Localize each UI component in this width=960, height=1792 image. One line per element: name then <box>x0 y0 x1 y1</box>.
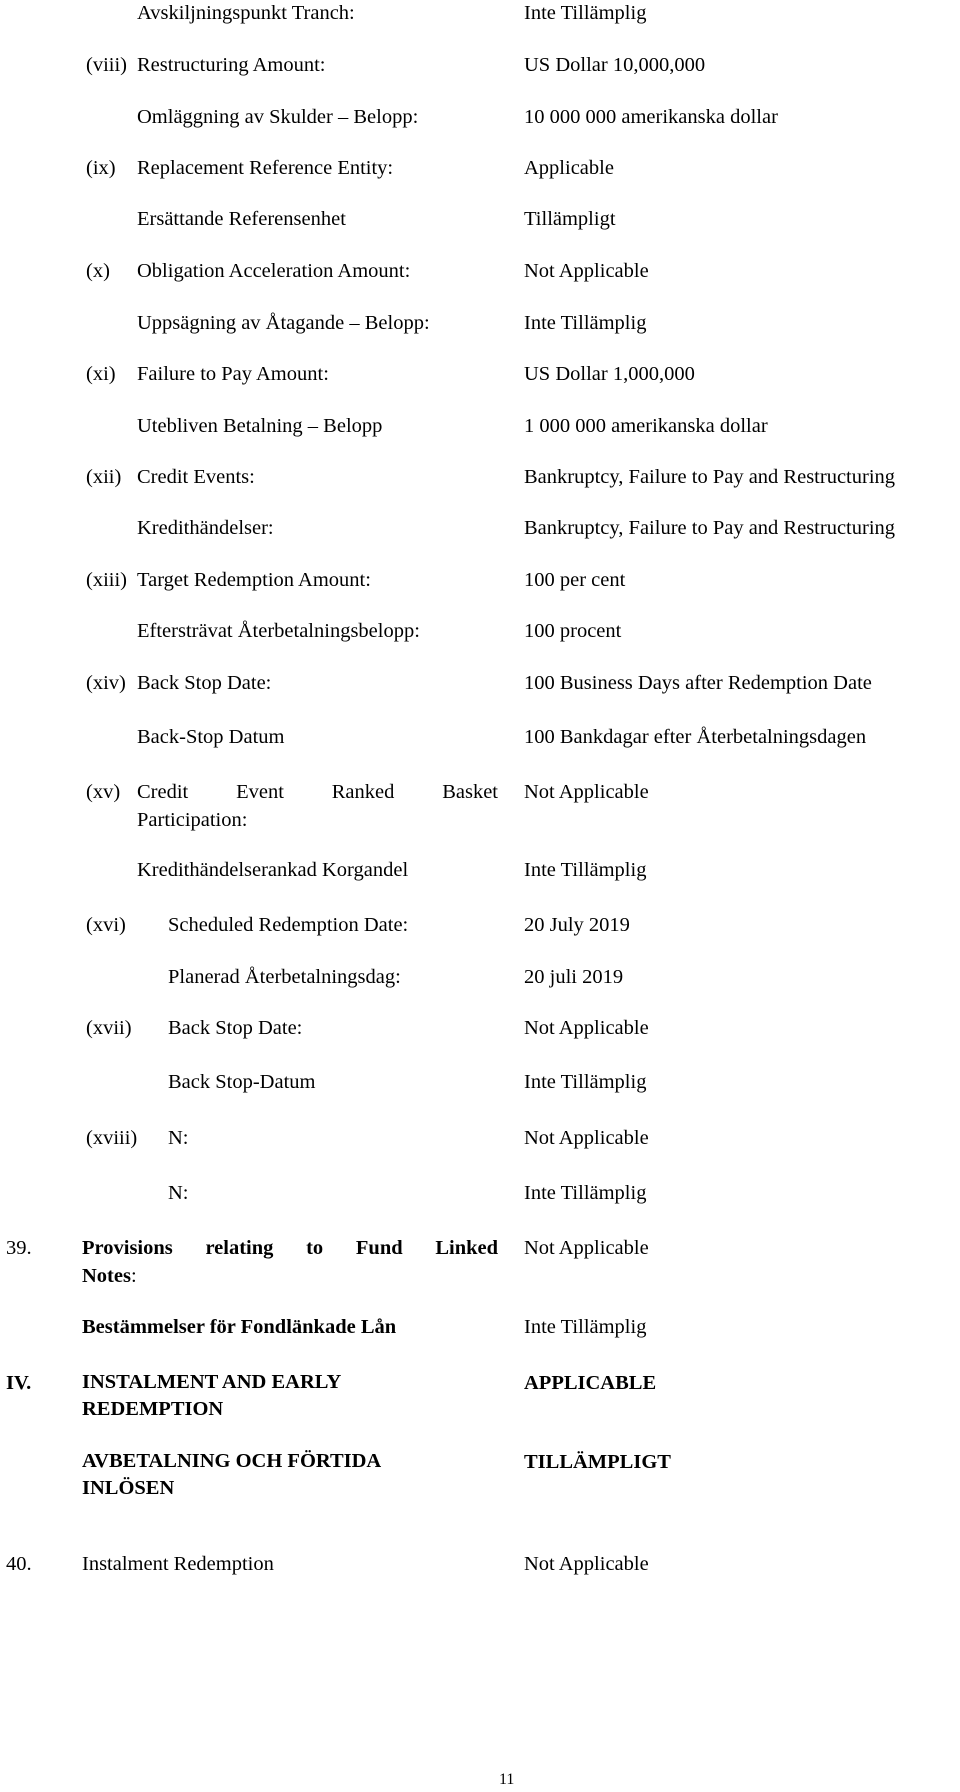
row-number: (xvi) <box>86 914 126 936</box>
row-label: Instalment Redemption <box>82 1553 274 1575</box>
row-label-block <box>82 1369 341 1423</box>
label-word: Linked <box>435 1237 498 1259</box>
row-value: 100 procent <box>524 620 622 642</box>
row-value: Tillämpligt <box>524 208 616 230</box>
label-word: relating <box>205 1237 274 1259</box>
row-value: 1 000 000 amerikanska dollar <box>524 415 768 437</box>
row-value: Inte Tillämplig <box>524 1182 647 1204</box>
page-number: 11 <box>499 1771 515 1788</box>
label-word: to <box>306 1237 324 1259</box>
row-label-line <box>82 1238 498 1259</box>
row-label: Target Redemption Amount: <box>137 569 371 591</box>
row-value: Bankruptcy, Failure to Pay and Restructuring <box>524 517 896 539</box>
row-label-block <box>82 1238 498 1286</box>
row-number: (xi) <box>86 363 116 385</box>
row-label: Omläggning av Skulder – Belopp: <box>137 106 419 128</box>
section-number: IV. <box>6 1372 32 1394</box>
row-label-line: REDEMPTION <box>82 1398 224 1420</box>
row-label: Uppsägning av Åtagande – Belopp: <box>137 312 430 334</box>
row-label: Avskiljningspunkt Tranch: <box>137 2 355 24</box>
row-label: Eftersträvat Återbetalningsbelopp: <box>137 620 420 642</box>
row-label-block <box>137 782 498 830</box>
row-value: Inte Tillämplig <box>524 312 647 334</box>
row-label: Failure to Pay Amount: <box>137 363 329 385</box>
row-value: Inte Tillämplig <box>524 859 647 881</box>
label-word: Fund <box>355 1237 403 1259</box>
row-value: Applicable <box>524 157 614 179</box>
row-label: Obligation Acceleration Amount: <box>137 260 411 282</box>
row-label-line: INSTALMENT AND EARLY <box>82 1371 342 1393</box>
row-label: N: <box>168 1182 189 1204</box>
row-value: 100 per cent <box>524 569 626 591</box>
row-number: (viii) <box>86 54 127 76</box>
row-label-block <box>82 1448 381 1502</box>
label-word: Event <box>236 781 284 803</box>
label-word: Ranked <box>331 781 395 803</box>
row-label: Replacement Reference Entity: <box>137 157 394 179</box>
row-label-line <box>137 782 498 803</box>
row-value: Not Applicable <box>524 1553 649 1575</box>
row-label: Back Stop Date: <box>137 672 272 694</box>
row-value: Not Applicable <box>524 1017 649 1039</box>
row-label: Back-Stop Datum <box>137 726 285 748</box>
row-value: 20 July 2019 <box>524 914 630 936</box>
row-value: Not Applicable <box>524 1237 649 1259</box>
label-word: Notes <box>82 1264 131 1287</box>
label-punctuation: : <box>130 1264 137 1287</box>
label-word: Credit <box>137 781 189 803</box>
row-value: Not Applicable <box>524 781 649 803</box>
row-value: 100 Bankdagar efter Återbetalningsdagen <box>524 726 867 748</box>
row-label: Credit Events: <box>137 466 255 488</box>
row-label: Scheduled Redemption Date: <box>168 914 409 936</box>
row-label: Restructuring Amount: <box>137 54 326 76</box>
row-number: (xiii) <box>86 569 127 591</box>
row-number: (ix) <box>86 157 116 179</box>
section-number: 40. <box>6 1553 32 1575</box>
row-label: Utebliven Betalning – Belopp <box>137 415 383 437</box>
row-value: Not Applicable <box>524 1127 649 1149</box>
row-number: (xviii) <box>86 1127 138 1149</box>
row-number: (xv) <box>86 781 121 803</box>
row-value: US Dollar 1,000,000 <box>524 363 695 385</box>
row-label: Ersättande Referensenhet <box>137 208 346 230</box>
row-value: APPLICABLE <box>524 1372 657 1394</box>
row-value: 20 juli 2019 <box>524 966 624 988</box>
row-value: US Dollar 10,000,000 <box>524 54 706 76</box>
row-label-line: Participation: <box>137 808 248 831</box>
row-number: (xvii) <box>86 1017 132 1039</box>
row-value: Inte Tillämplig <box>524 2 647 24</box>
section-number: 39. <box>6 1237 32 1259</box>
row-label: Bestämmelser för Fondlänkade Lån <box>82 1316 397 1338</box>
row-value: 10 000 000 amerikanska dollar <box>524 106 778 128</box>
row-number: (xii) <box>86 466 122 488</box>
row-value: Inte Tillämplig <box>524 1071 647 1093</box>
row-value: Bankruptcy, Failure to Pay and Restructuring <box>524 466 896 488</box>
row-label: Kredithändelserankad Korgandel <box>137 859 409 881</box>
row-number: (xiv) <box>86 672 126 694</box>
row-value: Inte Tillämplig <box>524 1316 647 1338</box>
row-label: Kredithändelser: <box>137 517 274 539</box>
row-label: Back Stop-Datum <box>168 1071 316 1093</box>
label-word: Basket <box>442 781 498 803</box>
row-value: TILLÄMPLIGT <box>524 1451 671 1473</box>
row-value: 100 Business Days after Redemption Date <box>524 672 872 694</box>
row-label: Back Stop Date: <box>168 1017 303 1039</box>
label-word: Provisions <box>82 1237 173 1259</box>
row-value: Not Applicable <box>524 260 649 282</box>
row-number: (x) <box>86 260 110 282</box>
row-label: N: <box>168 1127 189 1149</box>
row-label-line <box>82 1266 498 1287</box>
row-label-line: AVBETALNING OCH FÖRTIDA <box>82 1450 382 1472</box>
row-label: Planerad Återbetalningsdag: <box>168 966 401 988</box>
row-label-line: INLÖSEN <box>82 1477 175 1499</box>
